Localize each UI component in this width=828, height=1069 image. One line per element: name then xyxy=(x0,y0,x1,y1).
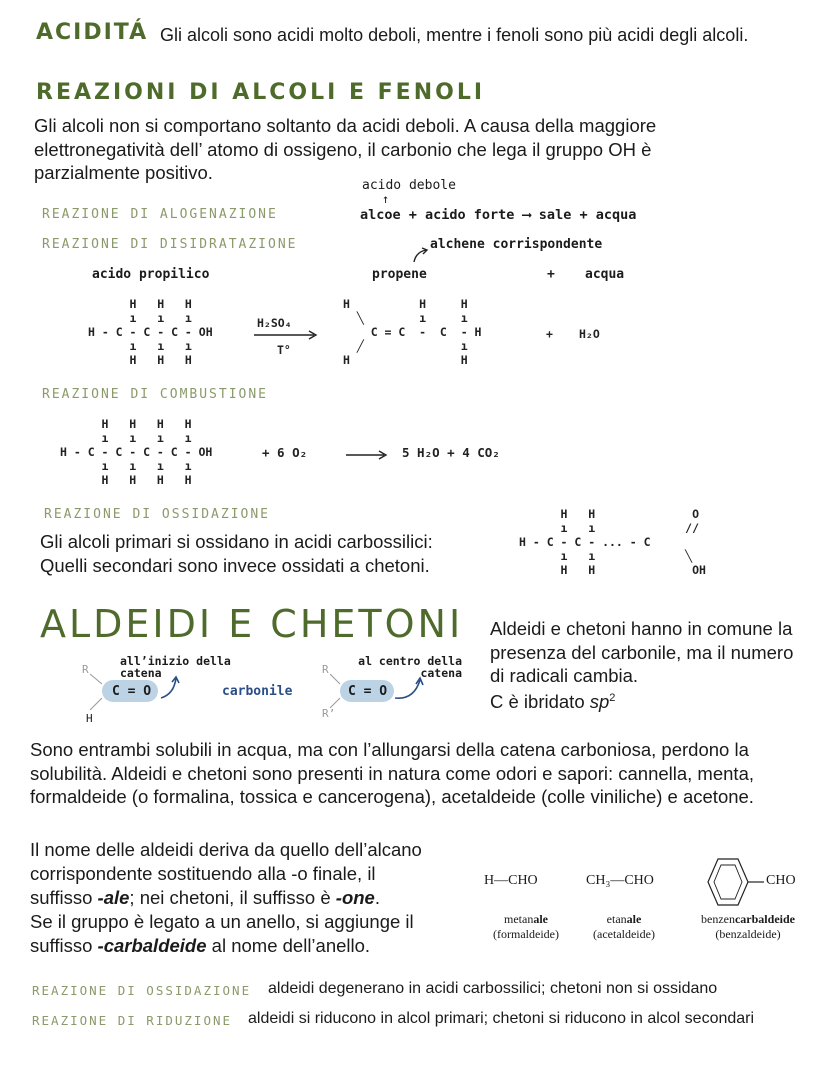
carboxylic-acid-structure: H H O ı ı // H - C - C - ... - C ı ı ╲ H H OH xyxy=(519,507,706,577)
r2-label: R’ xyxy=(322,707,336,720)
alogenazione-label: REAZIONE DI ALOGENAZIONE xyxy=(42,207,278,222)
temperature-label: T° xyxy=(277,343,291,357)
ossidazione-label: REAZIONE DI OSSIDAZIONE xyxy=(44,507,271,522)
reazioni-title: REAZIONI DI ALCOLI E FENOLI xyxy=(36,80,486,105)
naming-line-2: corrispondente sostituendo alla -o finale, il xyxy=(30,863,376,884)
acqua-label: acqua xyxy=(585,267,625,282)
acido-debole-note: acido debole xyxy=(362,178,456,193)
example-common-2: (acetaldeide) xyxy=(593,927,655,941)
carbonyl-left: C = O xyxy=(112,684,152,699)
example-common-1: (formaldeide) xyxy=(493,927,559,941)
sp2-sp: sp xyxy=(589,691,610,713)
naming-line-3e: . xyxy=(374,887,380,908)
example-formula-2: CH₃—CHO xyxy=(586,873,654,888)
naming-line-5 xyxy=(30,934,370,958)
sp2-prefix: C è ibridato xyxy=(490,691,590,713)
carbonile-label: carbonile xyxy=(222,684,293,699)
example-formula-3: CHO xyxy=(766,873,796,888)
curved-arrow-left-icon xyxy=(158,674,182,702)
alogenazione-equation: alcoe + acido forte ⟶ sale + acqua xyxy=(360,207,637,223)
aldeidi-riduzione-text: aldeidi si riducono in alcol primari; chetoni si riducono in alcol secondari xyxy=(248,1010,755,1027)
butanol-structure: H H H H ı ı ı ı H - C - C - C - C - OH ı ı ı ı H H H H xyxy=(60,417,213,487)
plus-sign: + xyxy=(547,267,555,282)
plus-sign-2: + xyxy=(546,327,553,341)
naming-line-3 xyxy=(30,886,380,910)
bonds-left-icon xyxy=(88,672,106,712)
curved-arrow-icon xyxy=(410,246,432,264)
suffix-one: -one xyxy=(335,887,375,908)
disidratazione-label: REAZIONE DI DISIDRATAZIONE xyxy=(42,237,298,252)
sp2-exp: 2 xyxy=(609,692,616,704)
center-note: al centro della catena xyxy=(358,654,462,680)
aldeidi-ossidazione-text: aldeidi degenerano in acidi carbossilici; chetoni non si ossidano xyxy=(268,980,718,997)
curved-arrow-right-icon xyxy=(392,674,426,702)
example-name-2-pre: etan xyxy=(606,912,627,926)
oxygen-reactant: + 6 O₂ xyxy=(262,445,308,460)
ossidazione-text-2: Quelli secondari sono invece ossidati a chetoni. xyxy=(40,555,430,576)
reazioni-intro: Gli alcoli non si comportano soltanto da acidi deboli. A causa della maggiore elettronegatività dell’ atomo di ossigeno, il carbonio che lega il gruppo OH è parzialmente positivo. xyxy=(34,115,657,183)
h-label-left: H xyxy=(86,712,93,725)
example-name-2 xyxy=(576,912,672,942)
example-name-3 xyxy=(690,912,806,942)
acido-propilico-label: acido propilico xyxy=(92,267,210,282)
aldeidi-ossidazione-label: REAZIONE DI OSSIDAZIONE xyxy=(32,983,252,998)
naming-line-1: Il nome delle aldeidi deriva da quello dell’alcano xyxy=(30,839,422,860)
acidita-text: Gli alcoli sono acidi molto deboli, mentre i fenoli sono più acidi degli alcoli. xyxy=(160,25,749,45)
water-formula: H₂O xyxy=(579,327,600,341)
example-name-3-pre: benzen xyxy=(701,912,735,926)
aldeidi-riduzione-label: REAZIONE DI RIDUZIONE xyxy=(32,1013,233,1028)
propanol-structure: H H H ı ı ı H - C - C - C - OH ı ı ı H H H xyxy=(88,297,213,367)
example-name-2-bold: ale xyxy=(626,912,642,926)
suffix-carbaldeide: -carbaldeide xyxy=(97,935,207,956)
start-note: all’inizio della catena xyxy=(120,654,231,680)
propene-label: propene xyxy=(372,267,427,282)
arrow-up-icon: ↑ xyxy=(382,192,390,206)
example-common-3: (benzaldeide) xyxy=(715,927,781,941)
benzene-ring-icon xyxy=(692,856,772,908)
naming-line-5a: suffisso xyxy=(30,935,98,956)
reaction-arrow-icon xyxy=(254,330,320,340)
bonds-right-icon xyxy=(328,672,344,710)
example-formula-1: H—CHO xyxy=(484,873,538,888)
example-name-3-bold: carbaldeide xyxy=(734,912,795,926)
example-name-1-bold: ale xyxy=(533,912,548,926)
aldeidi-title: ALDEIDI E CHETONI xyxy=(40,602,464,646)
alchene-note: alchene corrispondente xyxy=(430,237,603,252)
combustione-label: REAZIONE DI COMBUSTIONE xyxy=(42,387,269,402)
catalyst-label: H₂SO₄ xyxy=(257,316,292,330)
combustion-arrow-icon xyxy=(346,450,390,460)
aldeidi-side-text: Aldeidi e chetoni hanno in comune la presenza del carbonile, ma il numero di radicali cambia. xyxy=(490,618,794,686)
naming-line-3c: ; nei chetoni, il suffisso è xyxy=(129,887,336,908)
naming-line-3a: suffisso xyxy=(30,887,98,908)
r-label-left: R xyxy=(82,663,89,676)
example-name-1 xyxy=(478,912,574,942)
sp2-line xyxy=(490,687,615,714)
r-label-right: R xyxy=(322,663,329,676)
carbonyl-right: C = O xyxy=(348,684,388,699)
suffix-ale: -ale xyxy=(97,887,130,908)
aldeidi-paragraph: Sono entrambi solubili in acqua, ma con l’allungarsi della catena carboniosa, perdono la solubilità. Aldeidi e chetoni sono presenti in natura come odori e sapori: cannella, menta, formaldeide (o formalina, tossica e cancerogena), acetaldeide (colle viniliche) e acetone. xyxy=(30,739,754,807)
naming-line-4: Se il gruppo è legato a un anello, si aggiunge il xyxy=(30,911,414,932)
acidita-title: ACIDITÁ xyxy=(36,20,149,45)
naming-line-5c: al nome dell’anello. xyxy=(206,935,371,956)
example-name-1-pre: metan xyxy=(504,912,534,926)
propene-structure: H H H ╲ ı ı C = C - C - H ╱ ı H H xyxy=(343,297,482,367)
combustion-products: 5 H₂O + 4 CO₂ xyxy=(402,445,500,460)
ossidazione-text-1: Gli alcoli primari si ossidano in acidi carbossilici: xyxy=(40,531,433,552)
